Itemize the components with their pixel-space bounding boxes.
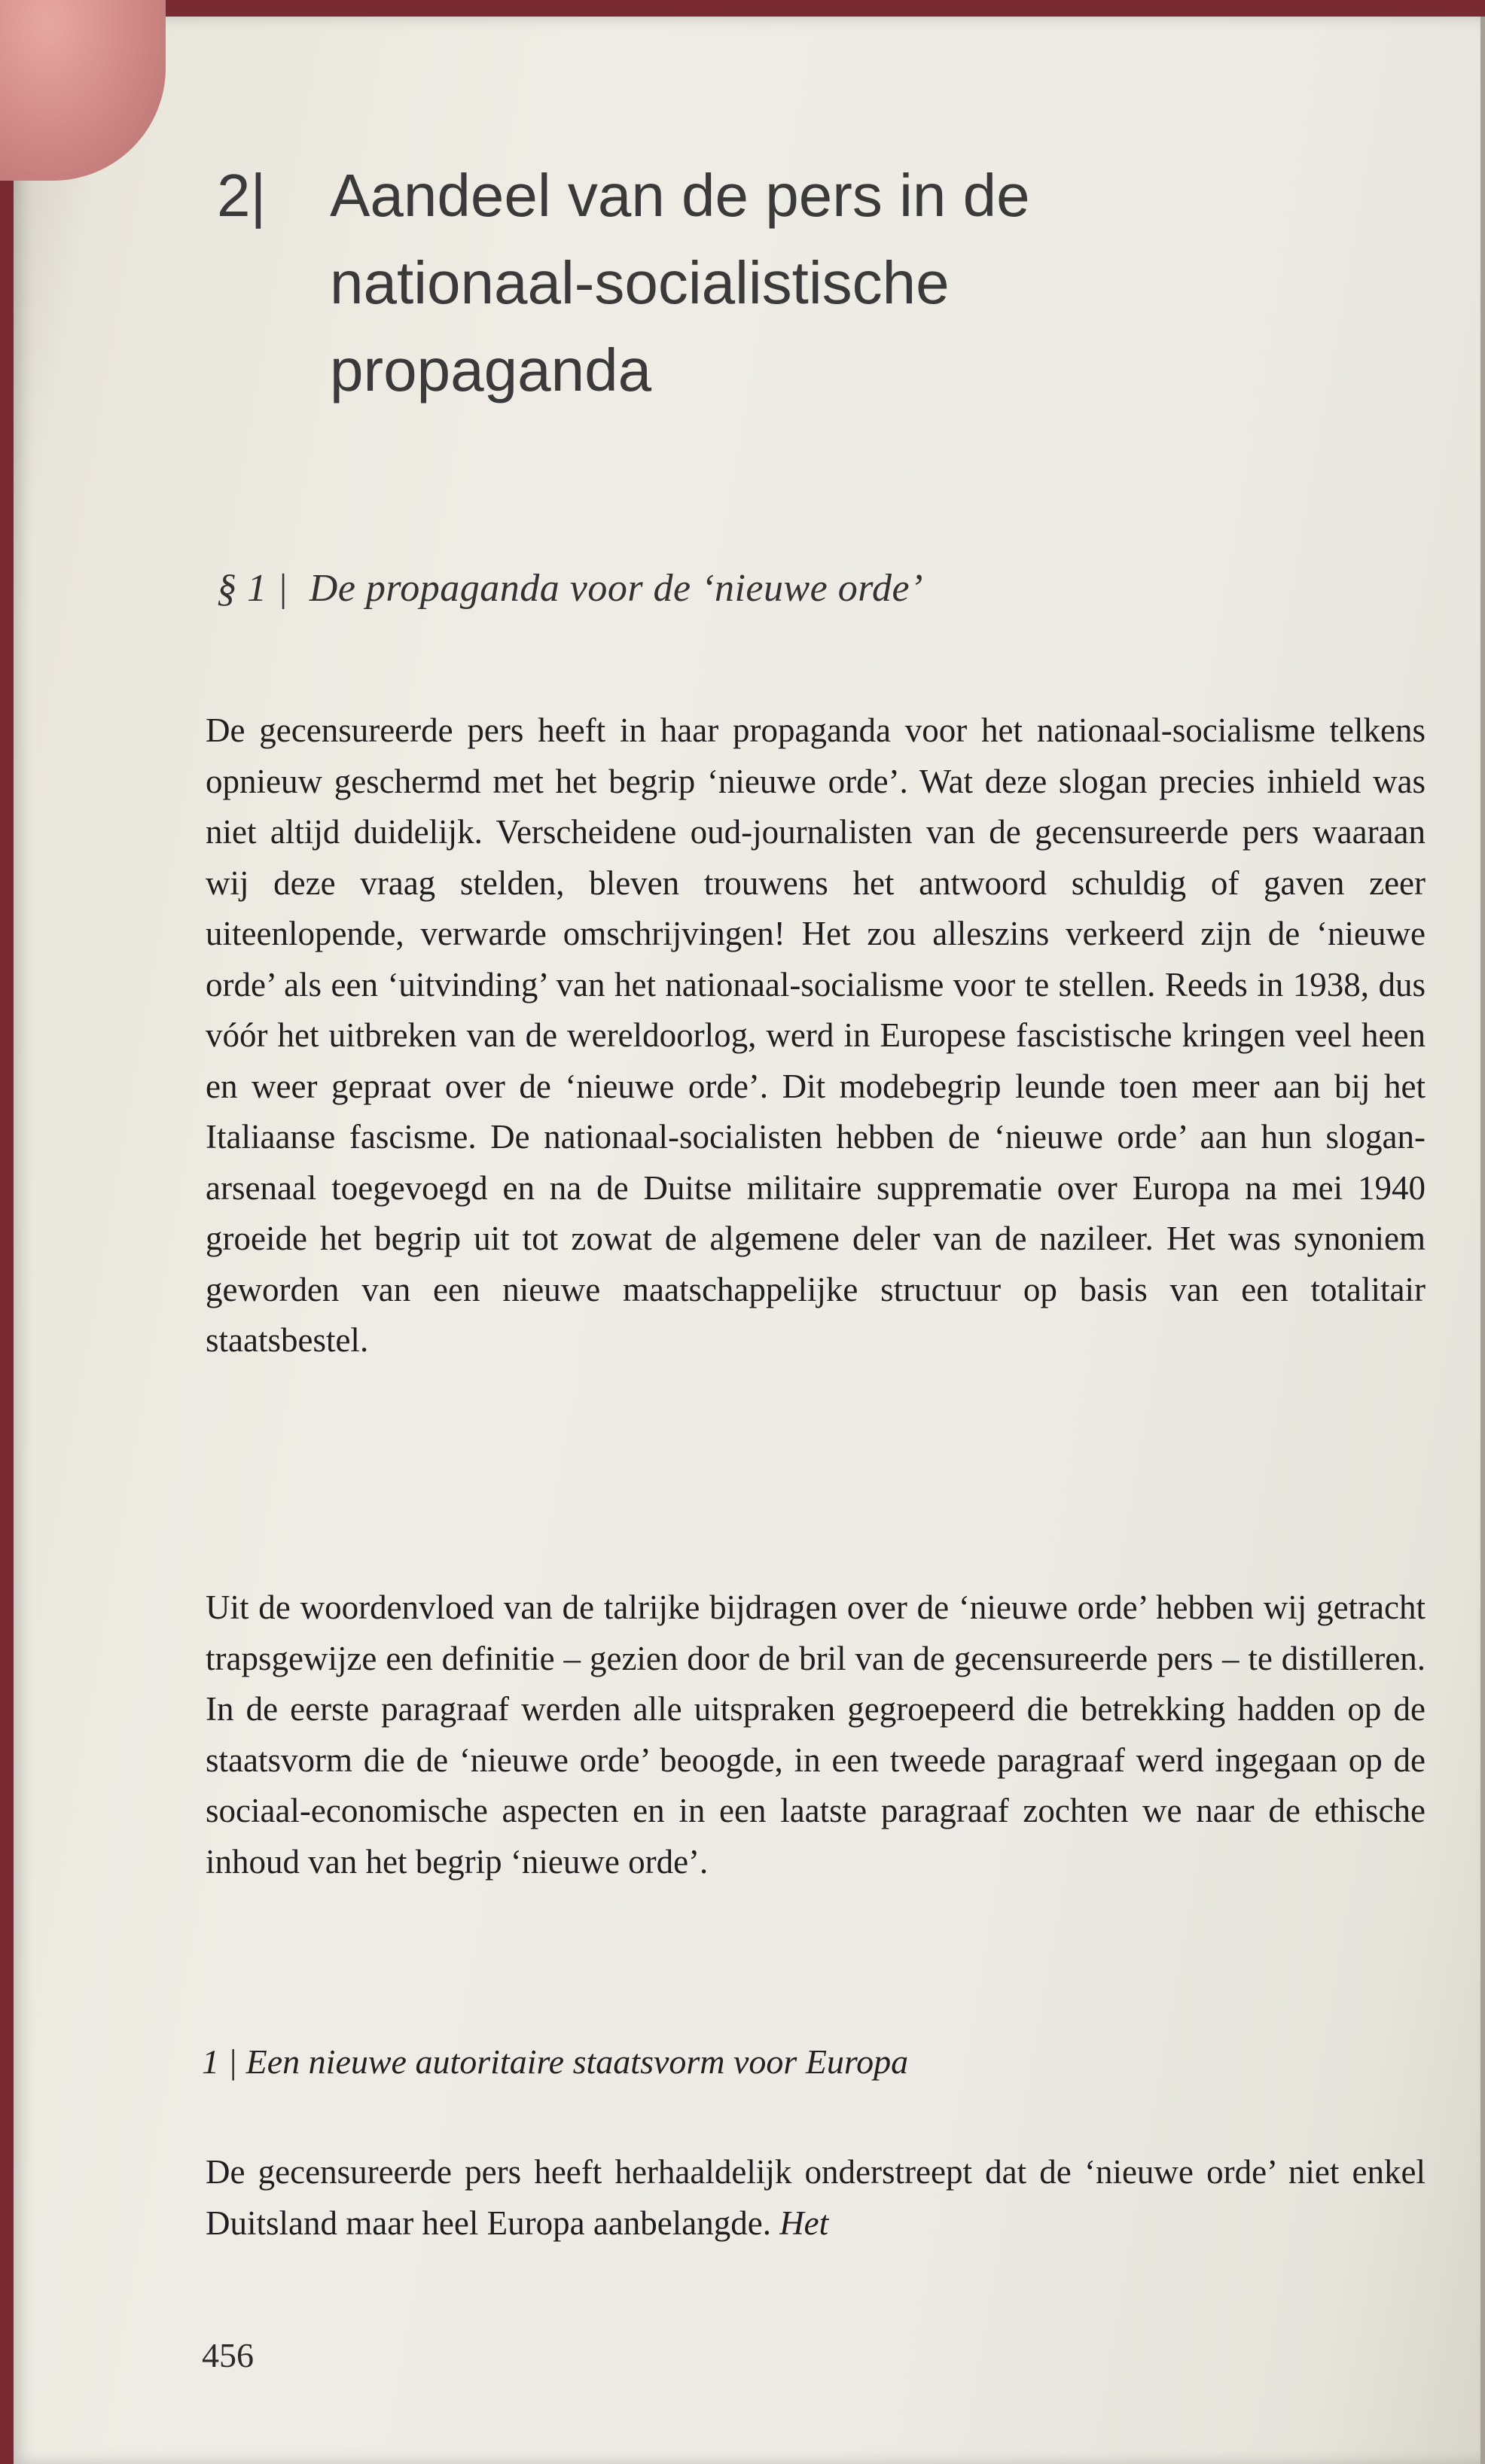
page-number: 456 xyxy=(202,2336,254,2374)
subsection-number: 1 | xyxy=(202,2042,238,2081)
paragraph-3-text: De gecensureerde pers heeft herhaaldelijk onderstreept dat de ‘nieuwe orde’ niet enkel Duitsland maar heel Europa aanbelangde. xyxy=(206,2153,1426,2242)
section-heading xyxy=(217,566,923,611)
paragraph-2: Uit de woordenvloed van de talrijke bijdragen over de ‘nieuwe orde’ hebben wij getracht trapsgewijze een definitie – gezien door de bril van de gecensureerde pers – te distilleren. In de eerste paragraaf werden alle uitspraken gegroepeerd die betrekking hadden op de staatsvorm die de ‘nieuwe orde’ beoogde, in een tweede paragraaf werd ingegaan op de sociaal-economische aspecten en in een laatste paragraaf zochten we naar de ethische inhoud van het begrip ‘nieuwe orde’. xyxy=(206,1588,1426,1881)
paragraph-3-italic-tail: Het xyxy=(779,2204,829,2242)
chapter-heading xyxy=(217,152,1309,414)
subsection-title: Een nieuwe autoritaire staatsvorm voor Europa xyxy=(245,2042,909,2081)
page-edge xyxy=(1480,17,1485,2464)
chapter-number: 2| xyxy=(217,162,267,229)
section-number: § 1 | xyxy=(217,567,288,610)
book-page xyxy=(14,17,1485,2464)
subsection-heading xyxy=(202,2042,908,2082)
chapter-title: Aandeel van de pers in de nationaal-socialistische propaganda xyxy=(330,162,1030,404)
section-title: De propaganda voor de ‘nieuwe orde’ xyxy=(309,567,923,610)
paragraph-3 xyxy=(206,2147,1426,2249)
paragraph-1: De gecensureerde pers heeft in haar propaganda voor het nationaal-socialisme telkens opnieuw geschermd met het begrip ‘nieuwe orde’. Wat deze slogan precies inhield was niet altijd duidelijk. Verscheidene oud-journalisten van de gecensureerde pers waaraan wij deze vraag stelden, bleven trouwens het antwoord schuldig of gaven zeer uiteenlopende, verwarde omschrijvingen! Het zou alleszins verkeerd zijn de ‘nieuwe orde’ als een ‘uitvinding’ van het nationaal-socialisme voor te stellen. Reeds in 1938, dus vóór het uitbreken van de wereldoorlog, werd in Europese fascistische kringen veel heen en weer gepraat over de ‘nieuwe orde’. Dit modebegrip leunde toen meer aan bij het Italiaanse fascisme. De nationaal-socialisten hebben de ‘nieuwe orde’ aan hun slogan-arsenaal toegevoegd en na de Duitse militaire supprematie over Europa na mei 1940 groeide het begrip uit tot zowat de algemene deler van de nazileer. Het was synoniem geworden van een nieuwe maatschappelijke structuur op basis van een totalitair staatsbestel. xyxy=(206,711,1426,1359)
